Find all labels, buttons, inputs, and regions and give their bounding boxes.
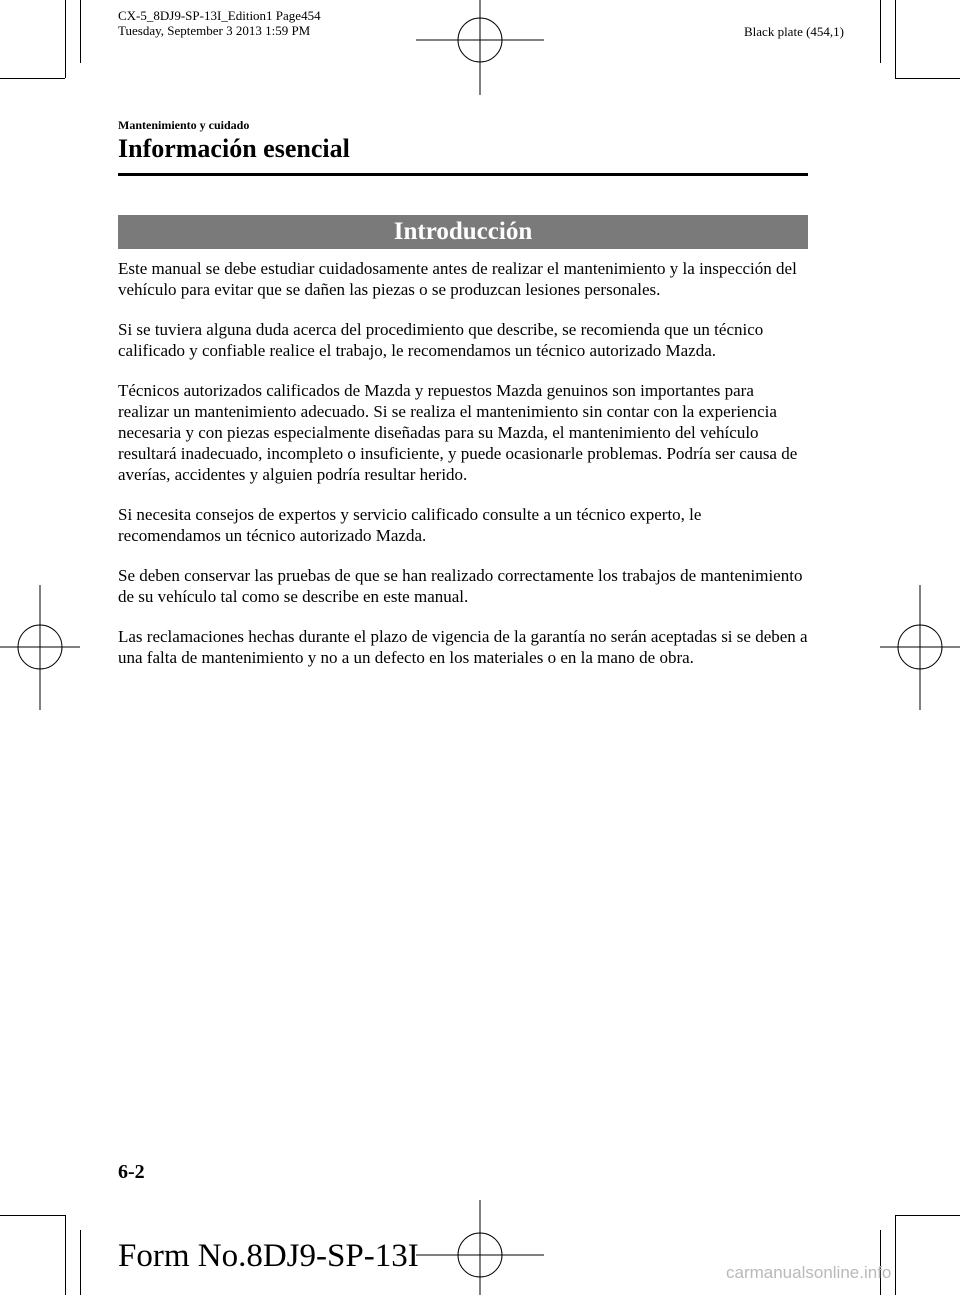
crop-mark (895, 0, 896, 78)
crop-mark (895, 78, 960, 79)
registration-mark-bottom (416, 1200, 544, 1295)
registration-mark-left (0, 585, 80, 710)
form-number: Form No.8DJ9-SP-13I (118, 1238, 419, 1274)
crop-mark (0, 1215, 65, 1216)
crop-mark (895, 1215, 960, 1216)
paragraph: Este manual se debe estudiar cuidadosamente antes de realizar el mantenimiento y la inspección del vehículo para evitar que se dañen las piezas o se produzcan lesiones personales. (118, 259, 797, 299)
plate-info: Black plate (454,1) (744, 24, 844, 39)
watermark: carmanualsonline.info (726, 1263, 892, 1282)
page-number: 6-2 (118, 1161, 145, 1183)
paragraph: Si se tuviera alguna duda acerca del procedimiento que describe, se recomienda que un técnico calificado y confiable realice el trabajo, le recomendamos un técnico autorizado Mazda. (118, 320, 764, 360)
print-job-line: CX-5_8DJ9-SP-13I_Edition1 Page454 (118, 8, 321, 23)
print-job-info (118, 8, 321, 38)
print-date-line: Tuesday, September 3 2013 1:59 PM (118, 23, 311, 38)
crop-mark (65, 0, 66, 78)
paragraph: Si necesita consejos de expertos y servicio calificado consulte a un técnico experto, le recomendamos un técnico autorizado Mazda. (118, 505, 702, 545)
crop-mark (0, 78, 65, 79)
crop-mark (880, 0, 881, 63)
paragraph: Técnicos autorizados calificados de Mazda y repuestos Mazda genuinos son importantes para realizar un mantenimiento adecuado. Si se realiza el mantenimiento sin contar con la experiencia necesaria y con piezas especialmente diseñadas para su Mazda, el mantenimiento del vehículo resultará inadecuado, incompleto o insuficiente, y puede ocasionarle problemas. Podría ser causa de averías, accidentes y alguien podría resultar herido. (118, 381, 798, 484)
paragraph: Se deben conservar las pruebas de que se han realizado correctamente los trabajos de mantenimiento de su vehículo tal como se describe en este manual. (118, 566, 803, 606)
crop-mark (80, 0, 81, 63)
title-rule (118, 173, 808, 176)
section-banner: Introducción (118, 215, 808, 249)
crop-mark (80, 1230, 81, 1295)
paragraph: Las reclamaciones hechas durante el plazo de vigencia de la garantía no serán aceptadas si se deben a una falta de mantenimiento y no a un defecto en los materiales o en la mano de obra. (118, 627, 808, 667)
registration-mark-right (880, 585, 960, 710)
crop-mark (895, 1215, 896, 1295)
body-text (118, 258, 808, 687)
registration-mark-top (416, 0, 544, 95)
section-label: Mantenimiento y cuidado (118, 118, 250, 132)
crop-mark (65, 1215, 66, 1295)
page-title: Información esencial (118, 134, 350, 163)
